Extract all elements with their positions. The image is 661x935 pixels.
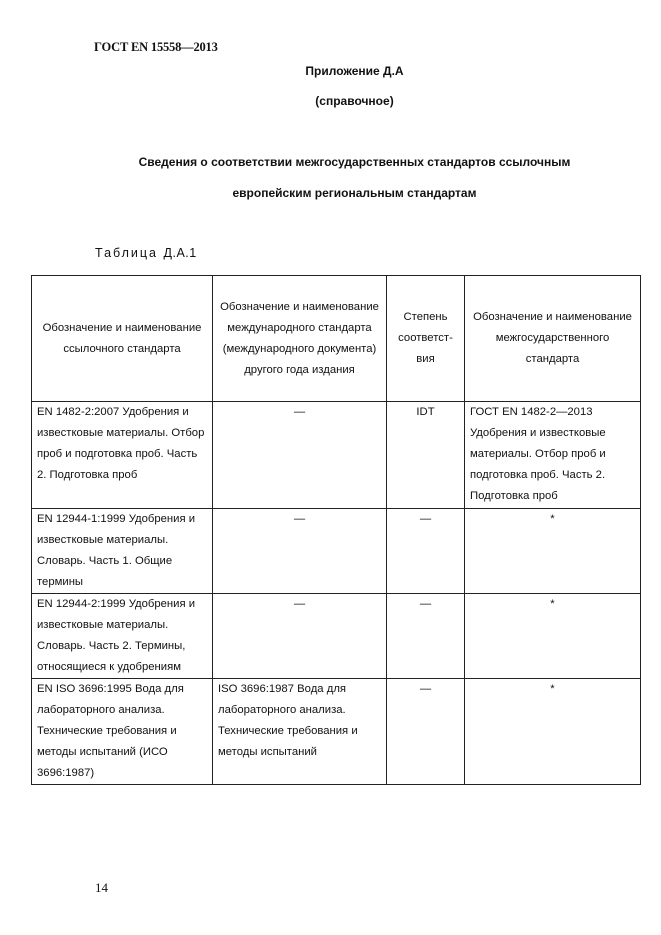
- cell-international: —: [213, 402, 387, 509]
- cell-interstate: *: [465, 594, 641, 679]
- column-header-reference: Обозначение и наименование ссылочного стандарта: [32, 276, 213, 402]
- cell-degree: —: [387, 594, 465, 679]
- column-header-degree: Степень соответст-вия: [387, 276, 465, 402]
- table-caption-number: Д.А.1: [163, 246, 197, 260]
- cell-international: ISO 3696:1987 Вода для лабораторного анализа. Технические требования и методы испытаний: [213, 679, 387, 785]
- document-code: ГОСТ EN 15558—2013: [94, 40, 218, 54]
- cell-international: —: [213, 509, 387, 594]
- table-caption: [95, 246, 197, 260]
- appendix-note: (справочное): [315, 94, 394, 108]
- cell-international: —: [213, 594, 387, 679]
- cell-reference: EN 12944-1:1999 Удобрения и известковые материалы. Словарь. Часть 1. Общие термины: [32, 509, 213, 594]
- section-heading-line-1: Сведения о соответствии межгосударственных стандартов ссылочным: [138, 155, 571, 169]
- cell-interstate: *: [465, 509, 641, 594]
- table-header-row: [32, 276, 641, 402]
- page-number: 14: [95, 880, 108, 895]
- cell-degree: —: [387, 679, 465, 785]
- table-row: [32, 509, 641, 594]
- table-caption-prefix: Таблица: [95, 246, 159, 260]
- cell-degree: IDT: [387, 402, 465, 509]
- cell-degree: —: [387, 509, 465, 594]
- cell-reference: EN ISO 3696:1995 Вода для лабораторного анализа. Технические требования и методы испытаний (ИСО 3696:1987): [32, 679, 213, 785]
- table-row: [32, 402, 641, 509]
- appendix-title: Приложение Д.А: [305, 64, 404, 78]
- column-header-international: Обозначение и наименование международного стандарта (международного документа) другого года издания: [213, 276, 387, 402]
- table-row: [32, 679, 641, 785]
- cell-interstate: ГОСТ EN 1482-2—2013 Удобрения и известковые материалы. Отбор проб и подготовка проб. Часть 2. Подготовка проб: [465, 402, 641, 509]
- section-heading-line-2: европейским региональным стандартам: [232, 186, 477, 200]
- table-row: [32, 594, 641, 679]
- correspondence-table: [31, 275, 641, 785]
- cell-reference: EN 1482-2:2007 Удобрения и известковые материалы. Отбор проб и подготовка проб. Часть 2. Подготовка проб: [32, 402, 213, 509]
- cell-reference: EN 12944-2:1999 Удобрения и известковые материалы. Словарь. Часть 2. Термины, относящиеся к удобрениям: [32, 594, 213, 679]
- column-header-interstate: Обозначение и наименование межгосударственного стандарта: [465, 276, 641, 402]
- cell-interstate: *: [465, 679, 641, 785]
